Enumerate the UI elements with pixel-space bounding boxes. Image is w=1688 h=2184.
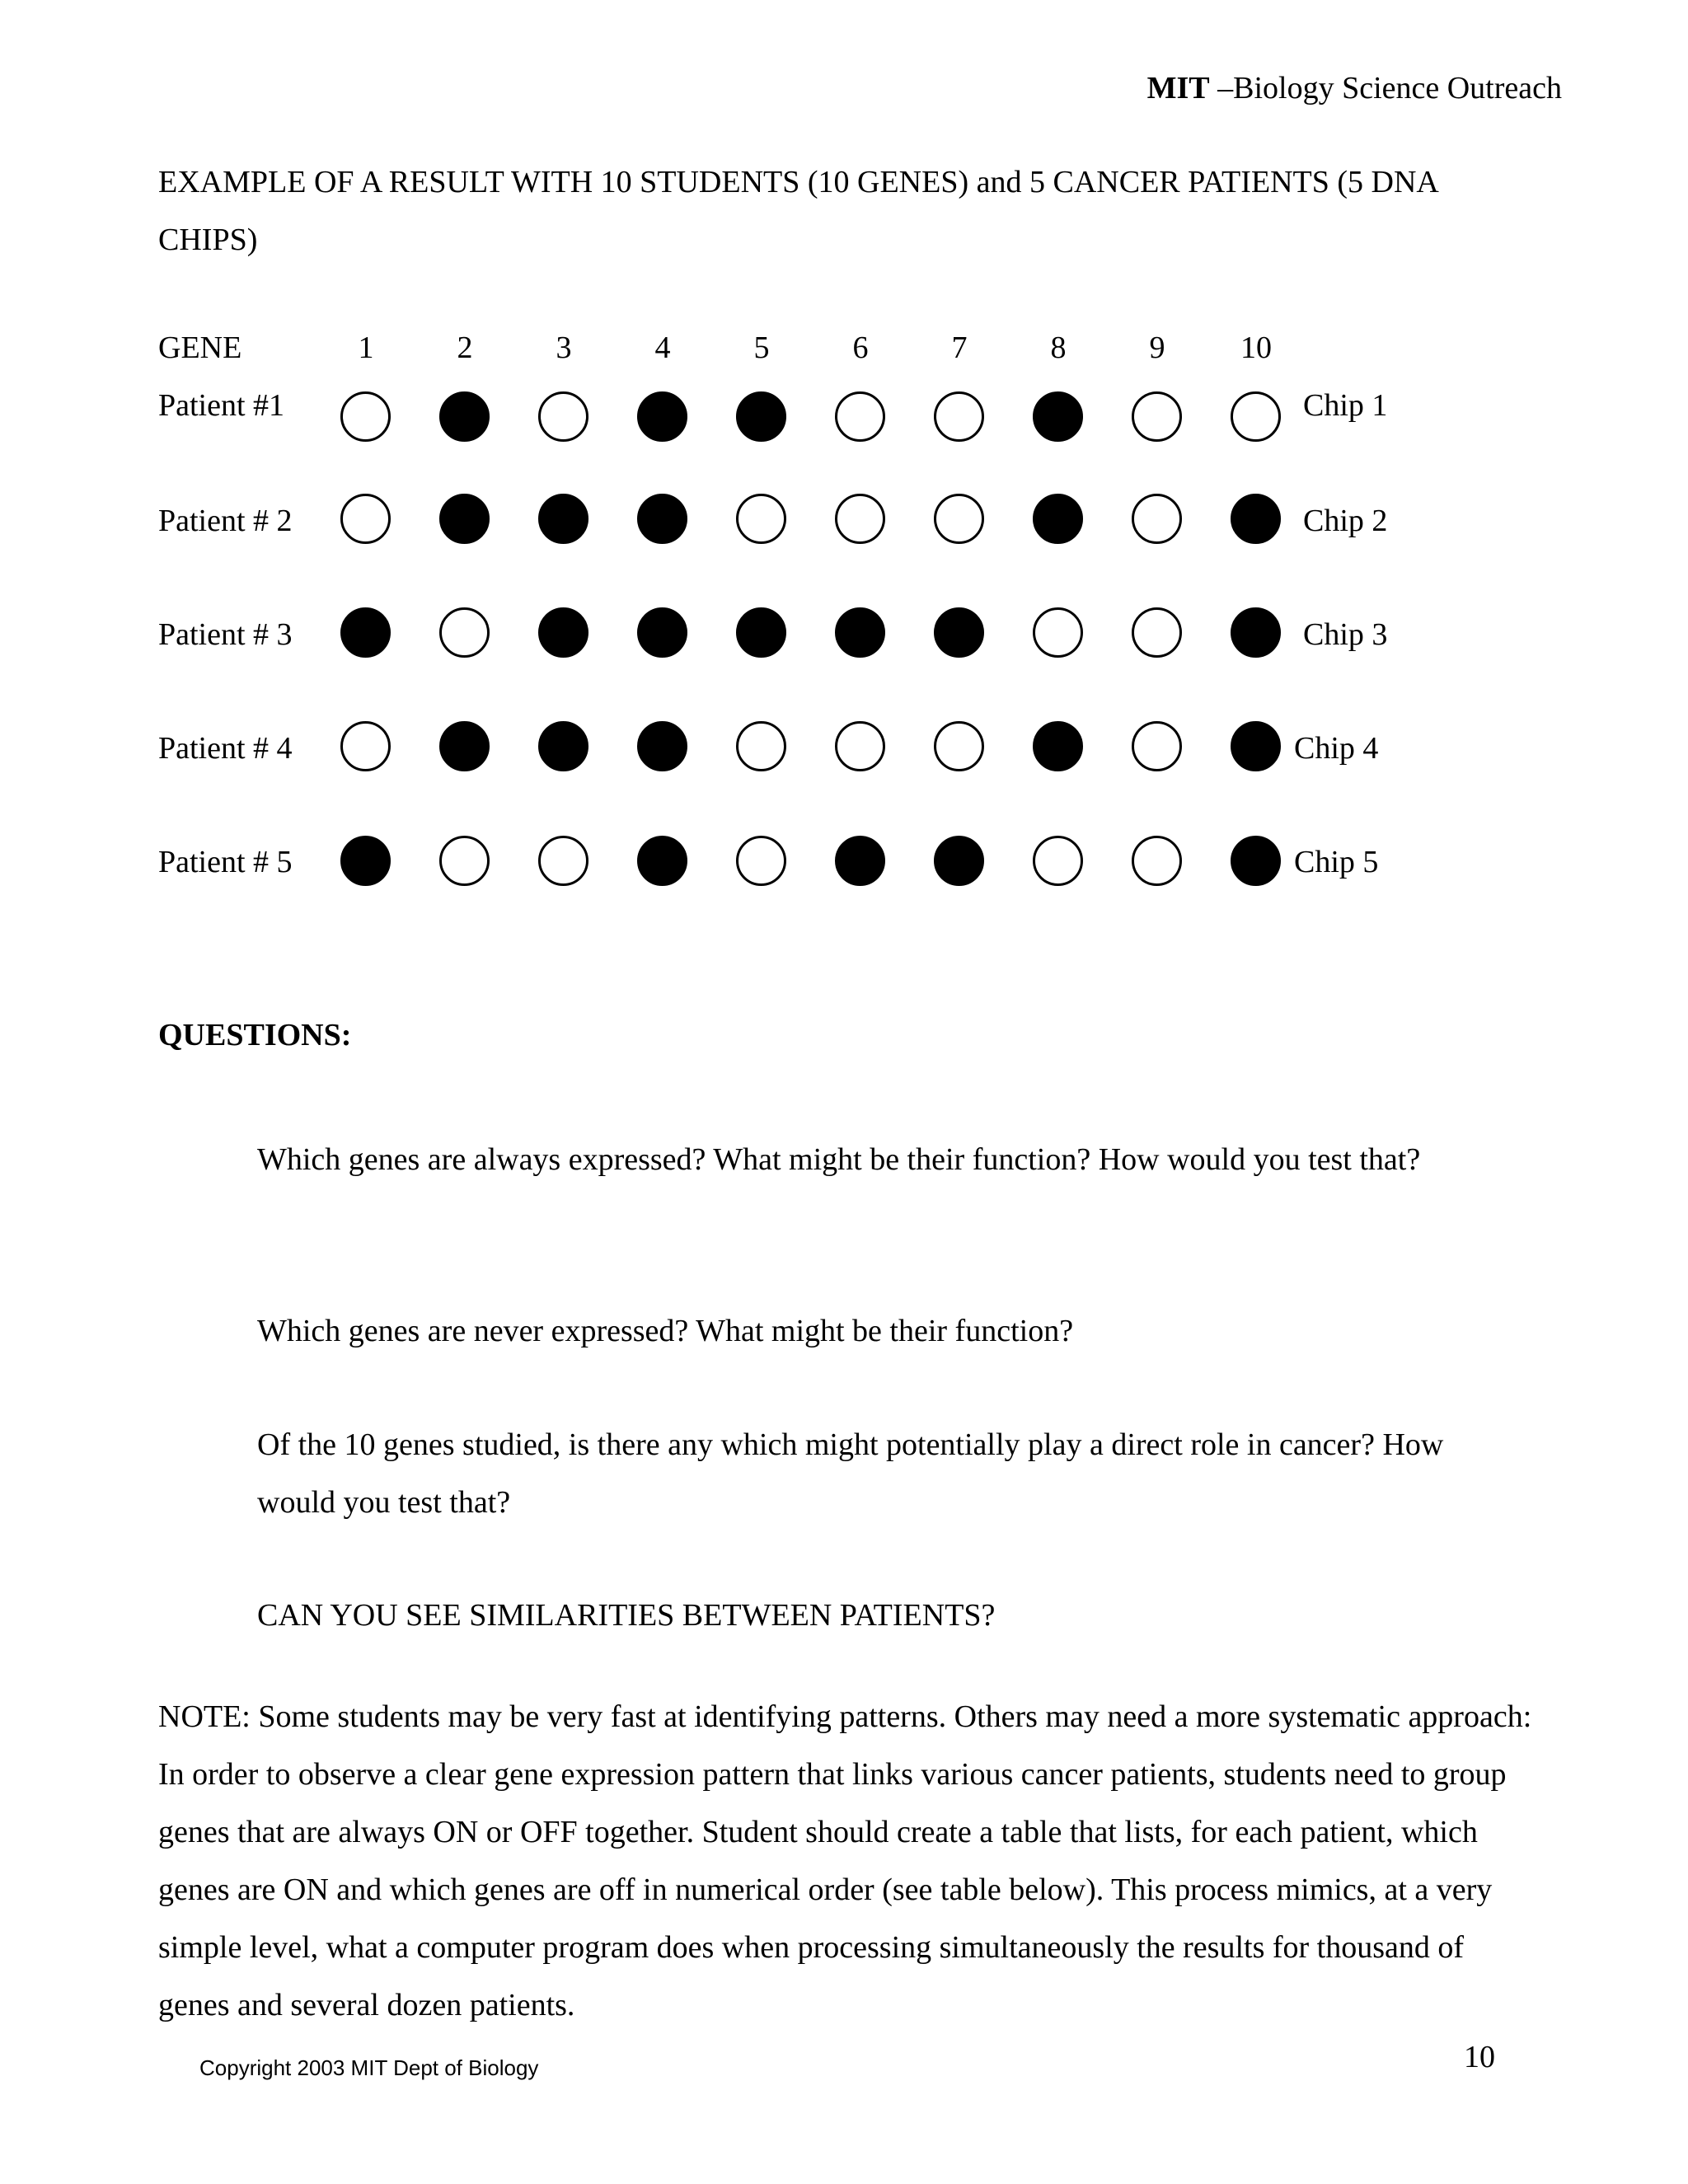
expressed-gene-dot xyxy=(439,494,490,544)
unexpressed-gene-dot xyxy=(736,494,786,544)
expressed-gene-dot xyxy=(439,721,490,771)
expressed-gene-dot xyxy=(736,391,786,442)
patient-label: Patient # 4 xyxy=(158,731,293,766)
chip-label: Chip 3 xyxy=(1303,617,1388,652)
expressed-gene-dot xyxy=(835,607,885,658)
gene-number: 5 xyxy=(753,330,770,365)
gene-number: 8 xyxy=(1050,330,1067,365)
unexpressed-gene-dot xyxy=(1231,391,1281,442)
question-item: CAN YOU SEE SIMILARITIES BETWEEN PATIENTS? xyxy=(257,1598,996,1633)
unexpressed-gene-dot xyxy=(835,721,885,771)
copyright-footer: Copyright 2003 MIT Dept of Biology xyxy=(199,2055,539,2080)
gene-number: 1 xyxy=(358,330,374,365)
expressed-gene-dot xyxy=(637,721,687,771)
patient-label: Patient # 2 xyxy=(158,504,293,538)
gene-number: 10 xyxy=(1240,330,1272,365)
unexpressed-gene-dot xyxy=(538,391,588,442)
expressed-gene-dot xyxy=(1231,494,1281,544)
unexpressed-gene-dot xyxy=(538,836,588,886)
expressed-gene-dot xyxy=(637,391,687,442)
page-number: 10 xyxy=(1464,2040,1495,2074)
expressed-gene-dot xyxy=(1231,721,1281,771)
gene-axis-label: GENE xyxy=(158,330,242,365)
question-item: Of the 10 genes studied, is there any which might potentially play a direct role in cancer? How would you test that? xyxy=(257,1427,1444,1520)
expressed-gene-dot xyxy=(1231,836,1281,886)
expressed-gene-dot xyxy=(637,494,687,544)
unexpressed-gene-dot xyxy=(1033,836,1083,886)
chip-label: Chip 5 xyxy=(1294,845,1379,879)
chip-label: Chip 2 xyxy=(1303,504,1388,538)
unexpressed-gene-dot xyxy=(736,836,786,886)
chip-label: Chip 1 xyxy=(1303,388,1388,423)
gene-number: 6 xyxy=(852,330,869,365)
questions-heading: QUESTIONS: xyxy=(158,1018,352,1052)
unexpressed-gene-dot xyxy=(340,391,391,442)
unexpressed-gene-dot xyxy=(1132,607,1182,658)
unexpressed-gene-dot xyxy=(1033,607,1083,658)
unexpressed-gene-dot xyxy=(835,391,885,442)
unexpressed-gene-dot xyxy=(340,494,391,544)
unexpressed-gene-dot xyxy=(439,836,490,886)
expressed-gene-dot xyxy=(439,391,490,442)
unexpressed-gene-dot xyxy=(1132,721,1182,771)
expressed-gene-dot xyxy=(637,836,687,886)
header-org: MIT xyxy=(1146,71,1210,105)
unexpressed-gene-dot xyxy=(1132,836,1182,886)
expressed-gene-dot xyxy=(736,607,786,658)
expressed-gene-dot xyxy=(1231,607,1281,658)
gene-number: 9 xyxy=(1149,330,1165,365)
patient-label: Patient # 3 xyxy=(158,617,293,652)
expressed-gene-dot xyxy=(637,607,687,658)
unexpressed-gene-dot xyxy=(439,607,490,658)
page-header xyxy=(1147,73,1562,104)
expressed-gene-dot xyxy=(934,607,984,658)
expressed-gene-dot xyxy=(340,607,391,658)
unexpressed-gene-dot xyxy=(934,721,984,771)
header-dept: –Biology Science Outreach xyxy=(1217,71,1562,105)
expressed-gene-dot xyxy=(1033,391,1083,442)
gene-number: 4 xyxy=(654,330,671,365)
chip-label: Chip 4 xyxy=(1294,731,1379,766)
expressed-gene-dot xyxy=(340,836,391,886)
unexpressed-gene-dot xyxy=(1132,494,1182,544)
patient-label: Patient # 5 xyxy=(158,845,293,879)
expressed-gene-dot xyxy=(538,721,588,771)
expressed-gene-dot xyxy=(1033,494,1083,544)
gene-number: 7 xyxy=(951,330,968,365)
page-title: EXAMPLE OF A RESULT WITH 10 STUDENTS (10 GENES) and 5 CANCER PATIENTS (5 DNA CHIPS) xyxy=(158,165,1437,257)
unexpressed-gene-dot xyxy=(736,721,786,771)
expressed-gene-dot xyxy=(538,607,588,658)
unexpressed-gene-dot xyxy=(934,391,984,442)
unexpressed-gene-dot xyxy=(340,721,391,771)
gene-number: 2 xyxy=(457,330,473,365)
unexpressed-gene-dot xyxy=(1132,391,1182,442)
gene-number: 3 xyxy=(556,330,572,365)
expressed-gene-dot xyxy=(835,836,885,886)
note-paragraph: NOTE: Some students may be very fast at identifying patterns. Others may need a more systematic approach: In order to observe a clear gene expression pattern that links various cancer patients, students need to group genes that are always ON or OFF together. Student should create a table that lists, for each patient, which genes are ON and which genes are off in numerical order (see table below). This process mimics, at a very simple level, what a computer program does when processing simultaneously the results for thousand of genes and several dozen patients. xyxy=(158,1699,1532,2022)
expressed-gene-dot xyxy=(934,836,984,886)
expressed-gene-dot xyxy=(538,494,588,544)
patient-label: Patient #1 xyxy=(158,388,285,423)
unexpressed-gene-dot xyxy=(934,494,984,544)
question-item: Which genes are never expressed? What might be their function? xyxy=(257,1314,1074,1348)
unexpressed-gene-dot xyxy=(835,494,885,544)
question-item: Which genes are always expressed? What might be their function? How would you test that? xyxy=(257,1142,1421,1177)
expressed-gene-dot xyxy=(1033,721,1083,771)
